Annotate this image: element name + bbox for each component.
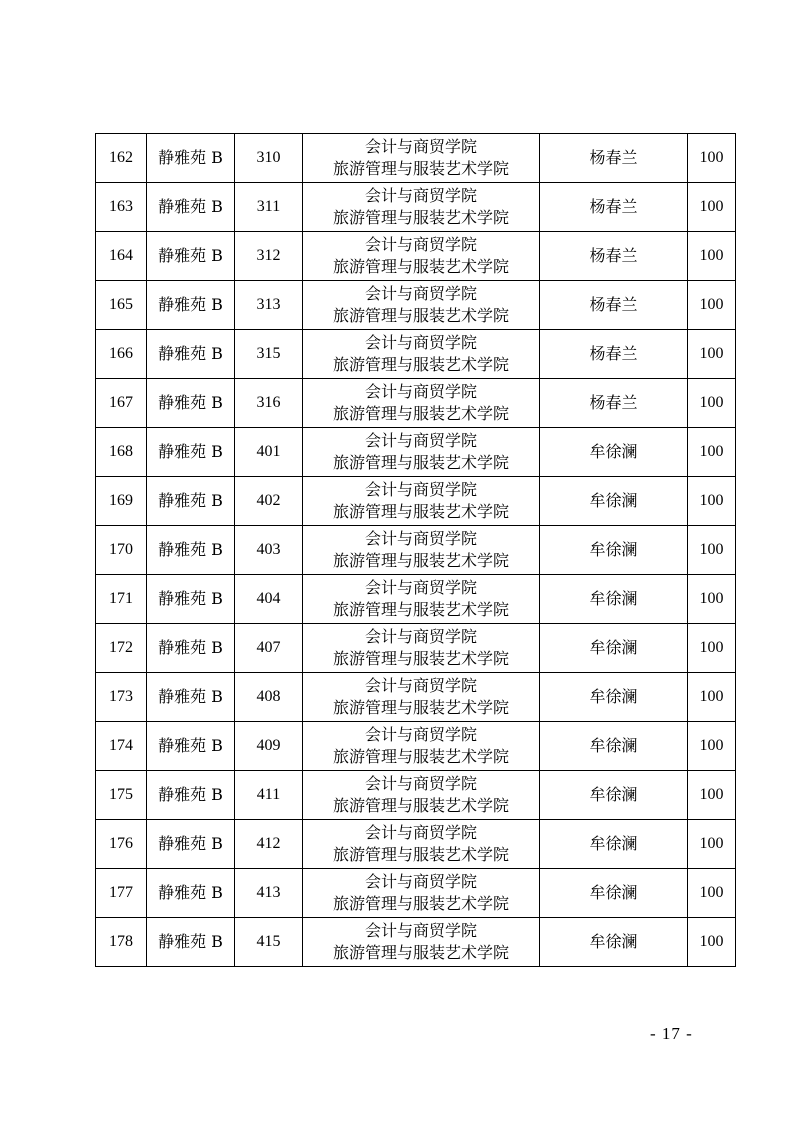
- room-number-cell: 315: [235, 330, 303, 379]
- college-cell: [303, 526, 540, 575]
- responsible-person-cell: 杨春兰: [540, 183, 688, 232]
- college-cell: [303, 379, 540, 428]
- college-cell: [303, 183, 540, 232]
- college-line-1: 会计与商贸学院: [364, 872, 477, 891]
- table-row: [96, 281, 736, 330]
- college-line-1: 会计与商贸学院: [364, 235, 477, 254]
- responsible-person-cell: 牟徐澜: [540, 673, 688, 722]
- college-line-1: 会计与商贸学院: [364, 333, 477, 352]
- college-cell: [303, 722, 540, 771]
- room-number-cell: 312: [235, 232, 303, 281]
- building-cell: 静雅苑 B: [147, 477, 235, 526]
- row-number-cell: 177: [96, 869, 147, 918]
- room-number-cell: 413: [235, 869, 303, 918]
- college-cell: [303, 624, 540, 673]
- college-line-2: 旅游管理与服装艺术学院: [332, 453, 509, 472]
- table-row: [96, 183, 736, 232]
- building-cell: 静雅苑 B: [147, 722, 235, 771]
- row-number-cell: 164: [96, 232, 147, 281]
- row-number-cell: 165: [96, 281, 147, 330]
- college-line-1: 会计与商贸学院: [364, 284, 477, 303]
- college-line-1: 会计与商贸学院: [364, 774, 477, 793]
- room-number-cell: 401: [235, 428, 303, 477]
- responsible-person-cell: 杨春兰: [540, 379, 688, 428]
- college-line-2: 旅游管理与服装艺术学院: [332, 355, 509, 374]
- college-line-2: 旅游管理与服装艺术学院: [332, 551, 509, 570]
- building-cell: 静雅苑 B: [147, 330, 235, 379]
- college-cell: [303, 918, 540, 967]
- page-number: - 17 -: [650, 1024, 693, 1043]
- responsible-person-cell: 牟徐澜: [540, 820, 688, 869]
- college-cell: [303, 428, 540, 477]
- responsible-person-cell: 杨春兰: [540, 330, 688, 379]
- room-number-cell: 402: [235, 477, 303, 526]
- table-row: [96, 134, 736, 183]
- college-line-1: 会计与商贸学院: [364, 725, 477, 744]
- college-line-2: 旅游管理与服装艺术学院: [332, 257, 509, 276]
- building-cell: 静雅苑 B: [147, 869, 235, 918]
- room-number-cell: 316: [235, 379, 303, 428]
- score-cell: 100: [688, 575, 736, 624]
- college-line-2: 旅游管理与服装艺术学院: [332, 159, 509, 178]
- college-line-1: 会计与商贸学院: [364, 676, 477, 695]
- college-cell: [303, 477, 540, 526]
- row-number-cell: 167: [96, 379, 147, 428]
- row-number-cell: 174: [96, 722, 147, 771]
- college-line-1: 会计与商贸学院: [364, 480, 477, 499]
- table-row: [96, 820, 736, 869]
- college-line-1: 会计与商贸学院: [364, 137, 477, 156]
- room-number-cell: 409: [235, 722, 303, 771]
- score-cell: 100: [688, 624, 736, 673]
- row-number-cell: 162: [96, 134, 147, 183]
- score-cell: 100: [688, 281, 736, 330]
- row-number-cell: 170: [96, 526, 147, 575]
- table-row: [96, 330, 736, 379]
- table-row: [96, 722, 736, 771]
- building-cell: 静雅苑 B: [147, 379, 235, 428]
- table-row: [96, 575, 736, 624]
- table-body: [96, 134, 736, 967]
- college-cell: [303, 232, 540, 281]
- college-cell: [303, 575, 540, 624]
- room-number-cell: 310: [235, 134, 303, 183]
- building-cell: 静雅苑 B: [147, 428, 235, 477]
- table-row: [96, 918, 736, 967]
- table-row: [96, 673, 736, 722]
- score-cell: 100: [688, 232, 736, 281]
- college-line-1: 会计与商贸学院: [364, 823, 477, 842]
- score-cell: 100: [688, 183, 736, 232]
- building-cell: 静雅苑 B: [147, 771, 235, 820]
- score-cell: 100: [688, 526, 736, 575]
- building-cell: 静雅苑 B: [147, 526, 235, 575]
- table-row: [96, 526, 736, 575]
- table-row: [96, 379, 736, 428]
- row-number-cell: 169: [96, 477, 147, 526]
- score-cell: 100: [688, 918, 736, 967]
- college-line-1: 会计与商贸学院: [364, 529, 477, 548]
- building-cell: 静雅苑 B: [147, 820, 235, 869]
- building-cell: 静雅苑 B: [147, 232, 235, 281]
- responsible-person-cell: 牟徐澜: [540, 575, 688, 624]
- college-cell: [303, 771, 540, 820]
- college-cell: [303, 134, 540, 183]
- college-line-2: 旅游管理与服装艺术学院: [332, 306, 509, 325]
- score-cell: 100: [688, 477, 736, 526]
- table-row: [96, 232, 736, 281]
- college-line-1: 会计与商贸学院: [364, 921, 477, 940]
- room-number-cell: 313: [235, 281, 303, 330]
- room-number-cell: 311: [235, 183, 303, 232]
- score-cell: 100: [688, 869, 736, 918]
- college-cell: [303, 820, 540, 869]
- building-cell: 静雅苑 B: [147, 673, 235, 722]
- table-row: [96, 869, 736, 918]
- table-row: [96, 428, 736, 477]
- building-cell: 静雅苑 B: [147, 918, 235, 967]
- college-cell: [303, 673, 540, 722]
- room-number-cell: 403: [235, 526, 303, 575]
- building-cell: 静雅苑 B: [147, 281, 235, 330]
- table-row: [96, 477, 736, 526]
- row-number-cell: 163: [96, 183, 147, 232]
- room-number-cell: 407: [235, 624, 303, 673]
- dormitory-score-table: [95, 133, 736, 967]
- college-cell: [303, 330, 540, 379]
- college-line-2: 旅游管理与服装艺术学院: [332, 502, 509, 521]
- college-line-2: 旅游管理与服装艺术学院: [332, 845, 509, 864]
- score-cell: 100: [688, 820, 736, 869]
- college-line-2: 旅游管理与服装艺术学院: [332, 600, 509, 619]
- college-line-2: 旅游管理与服装艺术学院: [332, 894, 509, 913]
- college-line-1: 会计与商贸学院: [364, 431, 477, 450]
- responsible-person-cell: 牟徐澜: [540, 624, 688, 673]
- row-number-cell: 175: [96, 771, 147, 820]
- responsible-person-cell: 杨春兰: [540, 134, 688, 183]
- score-cell: 100: [688, 330, 736, 379]
- college-line-1: 会计与商贸学院: [364, 186, 477, 205]
- score-cell: 100: [688, 428, 736, 477]
- building-cell: 静雅苑 B: [147, 624, 235, 673]
- responsible-person-cell: 牟徐澜: [540, 477, 688, 526]
- building-cell: 静雅苑 B: [147, 183, 235, 232]
- table-row: [96, 624, 736, 673]
- room-number-cell: 415: [235, 918, 303, 967]
- row-number-cell: 173: [96, 673, 147, 722]
- row-number-cell: 168: [96, 428, 147, 477]
- college-line-2: 旅游管理与服装艺术学院: [332, 208, 509, 227]
- row-number-cell: 178: [96, 918, 147, 967]
- college-line-1: 会计与商贸学院: [364, 578, 477, 597]
- row-number-cell: 172: [96, 624, 147, 673]
- college-cell: [303, 869, 540, 918]
- row-number-cell: 166: [96, 330, 147, 379]
- room-number-cell: 408: [235, 673, 303, 722]
- row-number-cell: 171: [96, 575, 147, 624]
- college-line-2: 旅游管理与服装艺术学院: [332, 747, 509, 766]
- score-cell: 100: [688, 771, 736, 820]
- responsible-person-cell: 牟徐澜: [540, 526, 688, 575]
- responsible-person-cell: 牟徐澜: [540, 722, 688, 771]
- responsible-person-cell: 牟徐澜: [540, 771, 688, 820]
- responsible-person-cell: 杨春兰: [540, 281, 688, 330]
- responsible-person-cell: 牟徐澜: [540, 869, 688, 918]
- college-line-2: 旅游管理与服装艺术学院: [332, 943, 509, 962]
- responsible-person-cell: 牟徐澜: [540, 918, 688, 967]
- responsible-person-cell: 杨春兰: [540, 232, 688, 281]
- college-line-2: 旅游管理与服装艺术学院: [332, 698, 509, 717]
- college-line-1: 会计与商贸学院: [364, 627, 477, 646]
- college-line-2: 旅游管理与服装艺术学院: [332, 404, 509, 423]
- building-cell: 静雅苑 B: [147, 575, 235, 624]
- room-number-cell: 412: [235, 820, 303, 869]
- score-cell: 100: [688, 722, 736, 771]
- building-cell: 静雅苑 B: [147, 134, 235, 183]
- row-number-cell: 176: [96, 820, 147, 869]
- score-cell: 100: [688, 673, 736, 722]
- college-line-2: 旅游管理与服装艺术学院: [332, 796, 509, 815]
- college-cell: [303, 281, 540, 330]
- college-line-1: 会计与商贸学院: [364, 382, 477, 401]
- table-row: [96, 771, 736, 820]
- room-number-cell: 411: [235, 771, 303, 820]
- score-cell: 100: [688, 134, 736, 183]
- score-cell: 100: [688, 379, 736, 428]
- college-line-2: 旅游管理与服装艺术学院: [332, 649, 509, 668]
- room-number-cell: 404: [235, 575, 303, 624]
- responsible-person-cell: 牟徐澜: [540, 428, 688, 477]
